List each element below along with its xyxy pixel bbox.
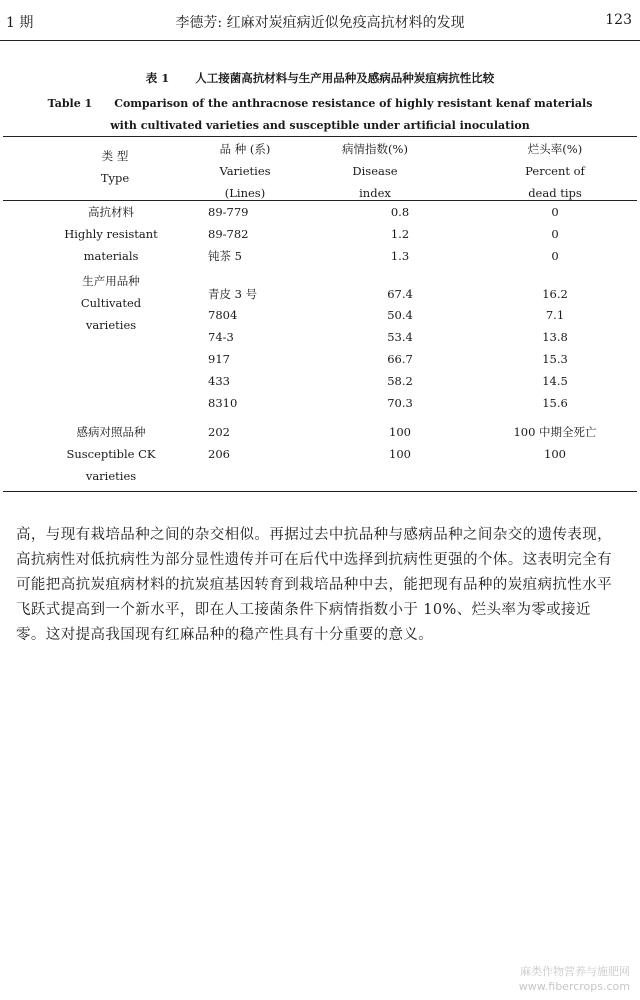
header-type [60, 145, 170, 189]
group-type-line: 生产用品种 [82, 274, 140, 288]
header-disease-en2: index [359, 186, 391, 200]
table-cell-dead-tips: 0 [551, 249, 559, 263]
body-line: 高抗病性对低抗病性为部分显性遗传并可在后代中选择到抗病性更强的个体。这表明完全有 [16, 552, 612, 568]
table-caption-en [0, 93, 640, 137]
table-cell-variety: 89-779 [208, 205, 249, 219]
table-cell-variety: 74-3 [208, 330, 234, 344]
watermark-line2: www.fibercrops.com [518, 980, 630, 993]
header-disease-index [320, 138, 430, 204]
table-cell-disease-index: 67.4 [387, 287, 413, 301]
table-cell-variety: 433 [208, 374, 230, 388]
table-cell-variety: 8310 [208, 396, 238, 410]
table-caption-en-line2: with cultivated varieties and susceptible under artificial inoculation [110, 119, 530, 132]
header-varieties-en2: (Lines) [224, 186, 266, 200]
header-dead-tips-en2: dead tips [528, 186, 582, 200]
page-number: 123 [605, 12, 632, 28]
table-cell-variety: 917 [208, 352, 230, 366]
header-dead-tips-cn: 烂头率(%) [527, 142, 583, 156]
group-type-line: 感病对照品种 [76, 425, 146, 439]
table-cell-disease-index: 70.3 [387, 396, 413, 410]
group-type-line: varieties [85, 318, 137, 332]
table-cell-dead-tips: 14.5 [542, 374, 568, 388]
table-cell-disease-index: 100 [389, 425, 411, 439]
table-caption-cn-number: 表 1 [145, 71, 170, 85]
table-cell-disease-index: 100 [389, 447, 411, 461]
table-cell-variety: 206 [208, 447, 230, 461]
running-title: 李德芳: 红麻对炭疽病近似免疫高抗材料的发现 [175, 15, 465, 31]
table-cell-variety: 青皮 3 号 [208, 287, 258, 301]
table-cell-disease-index: 58.2 [387, 374, 413, 388]
table-cell-variety: 7804 [208, 308, 238, 322]
header-varieties [190, 138, 300, 204]
table-cell-dead-tips: 100 中期全死亡 [513, 425, 597, 439]
table-cell-variety: 89-782 [208, 227, 249, 241]
table-bottom-rule [3, 491, 637, 492]
table-cell-dead-tips: 15.6 [542, 396, 568, 410]
table-cell-disease-index: 1.2 [390, 227, 410, 241]
watermark [519, 964, 630, 994]
body-line: 可能把高抗炭疽病材料的抗炭疽基因转育到栽培品种中去，能把现有品种的炭疽病抗性水平 [16, 577, 612, 593]
header-rule [0, 40, 640, 41]
group-type-line: Susceptible CK [66, 447, 156, 461]
table-caption-cn [0, 70, 640, 86]
table-cell-dead-tips: 0 [551, 227, 559, 241]
header-disease-en1: Disease [352, 164, 398, 178]
group-type-line: materials [83, 249, 139, 263]
table-cell-disease-index: 50.4 [387, 308, 413, 322]
body-line: 高，与现有栽培品种之间的杂交相似。再据过去中抗品种与感病品种之间杂交的遗传表现， [16, 527, 612, 543]
table-cell-disease-index: 0.8 [390, 205, 410, 219]
running-head [0, 10, 640, 32]
body-line: 飞跃式提高到一个新水平，即在人工接菌条件下病情指数小于 10%、烂头率为零或接近 [16, 602, 591, 618]
group-type-line: 高抗材料 [88, 205, 134, 219]
table-cell-variety: 202 [208, 425, 230, 439]
table-caption-cn-text: 人工接菌高抗材料与生产用品种及感病品种炭疽病抗性比较 [195, 71, 495, 85]
header-type-cn: 类 型 [101, 149, 129, 163]
table-cell-dead-tips: 100 [544, 447, 566, 461]
group-type-line: Highly resistant [64, 227, 158, 241]
group-type-line: varieties [85, 469, 137, 483]
header-disease-cn: 病情指数(%) [342, 142, 408, 156]
header-varieties-en1: Varieties [219, 164, 271, 178]
header-type-en: Type [100, 171, 130, 185]
body-paragraph [16, 523, 628, 648]
table-caption-en-line1: Comparison of the anthracnose resistance of highly resistant kenaf materials [114, 97, 593, 110]
table-cell-variety: 钝茶 5 [208, 249, 242, 263]
table-cell-dead-tips: 16.2 [542, 287, 568, 301]
header-dead-tips [500, 138, 610, 204]
group-type-line: Cultivated [80, 296, 142, 310]
table-caption-en-number: Table 1 [47, 97, 93, 110]
table-cell-disease-index: 53.4 [387, 330, 413, 344]
watermark-line1: 麻类作物营养与施肥网 [520, 965, 630, 978]
body-line: 零。这对提高我国现有红麻品种的稳产性具有十分重要的意义。 [16, 627, 434, 643]
table-cell-dead-tips: 0 [551, 205, 559, 219]
table-cell-dead-tips: 7.1 [545, 308, 565, 322]
issue-number: 1 期 [6, 15, 34, 31]
table-cell-disease-index: 1.3 [390, 249, 410, 263]
table-cell-dead-tips: 13.8 [542, 330, 568, 344]
table-cell-dead-tips: 15.3 [542, 352, 568, 366]
table-cell-disease-index: 66.7 [387, 352, 413, 366]
header-varieties-cn: 品 种 (系) [219, 142, 271, 156]
header-dead-tips-en1: Percent of [525, 164, 585, 178]
table-top-rule [3, 136, 637, 137]
